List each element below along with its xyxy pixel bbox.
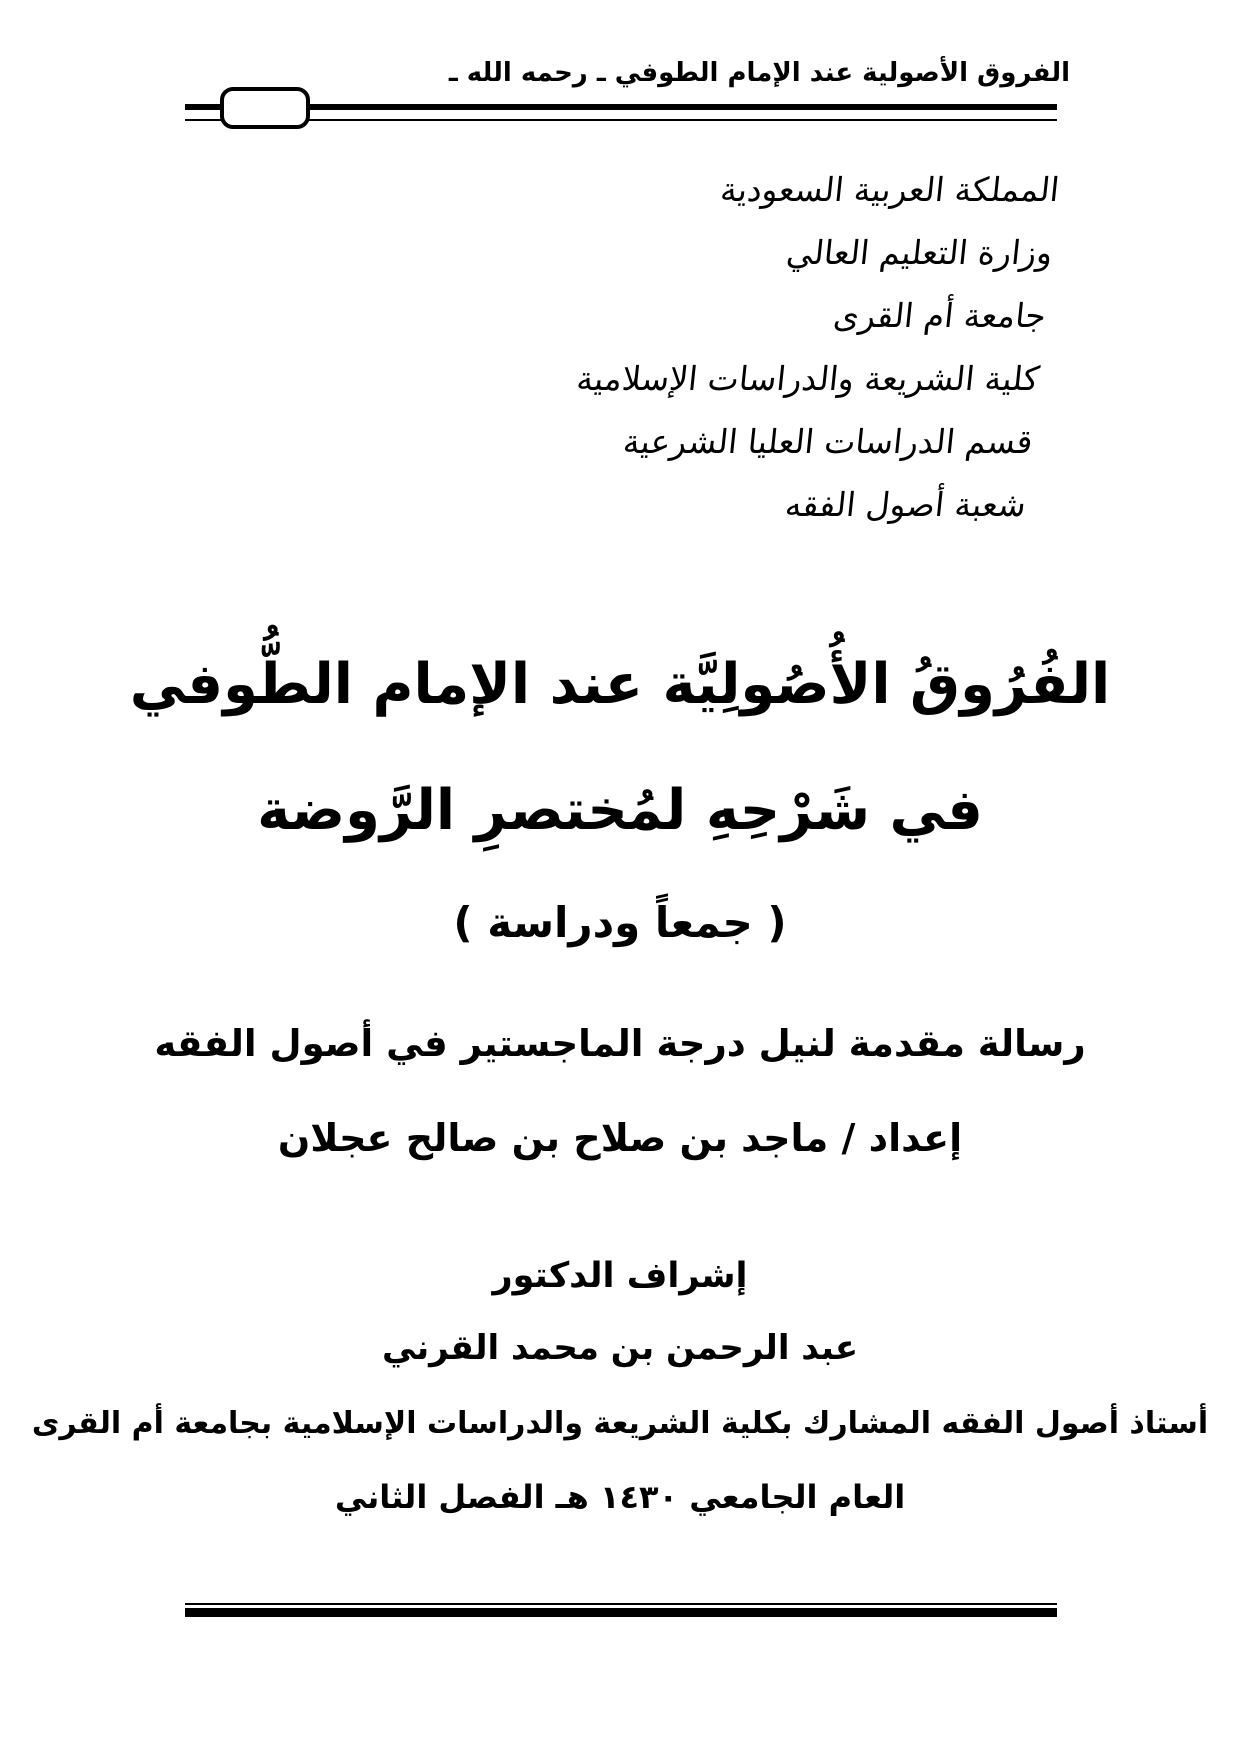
header-rule-thick	[185, 104, 1057, 110]
institution-line-university: جامعة أم القرى	[831, 296, 1048, 335]
main-title-parenthetical: ( جمعاً ودراسة )	[453, 898, 787, 947]
institution-block	[560, 158, 1062, 536]
header-rule-thin	[185, 119, 1057, 121]
main-title-line2: في شَرْحِهِ لمُختصرِ الرَّوضة	[257, 778, 983, 843]
header-ornament-box	[220, 87, 310, 129]
institution-line-ministry: وزارة التعليم العالي	[784, 233, 1055, 272]
supervisor-academic-title: أستاذ أصول الفقه المشارك بكلية الشريعة والدراسات الإسلامية بجامعة أم القرى	[31, 1406, 1209, 1441]
footer-rule-thick	[185, 1608, 1057, 1617]
academic-year-line: العام الجامعي ١٤٣٠ هـ الفصل الثاني	[334, 1478, 906, 1516]
running-head-title: الفروق الأصولية عند الإمام الطوفي ـ رحمه الله ـ	[448, 58, 1070, 88]
institution-line-country: المملكة العربية السعودية	[718, 170, 1061, 209]
institution-line-college: كلية الشريعة والدراسات الإسلامية	[574, 359, 1041, 398]
supervisor-heading: إشراف الدكتور	[492, 1256, 748, 1296]
institution-line-division: شعبة أصول الفقه	[782, 485, 1028, 524]
thesis-statement: رسالة مقدمة لنيل درجة الماجستير في أصول الفقه	[154, 1022, 1086, 1065]
supervisor-name: عبد الرحمن بن محمد القرني	[381, 1328, 859, 1368]
institution-line-department: قسم الدراسات العليا الشرعية	[620, 422, 1035, 461]
main-title-line1: الفُرُوقُ الأُصُولِيَّة عند الإمام الطُّوفي	[129, 652, 1111, 717]
thesis-author-line: إعداد / ماجد بن صلاح بن صالح عجلان	[277, 1116, 963, 1160]
footer-rule-thin	[185, 1603, 1057, 1605]
